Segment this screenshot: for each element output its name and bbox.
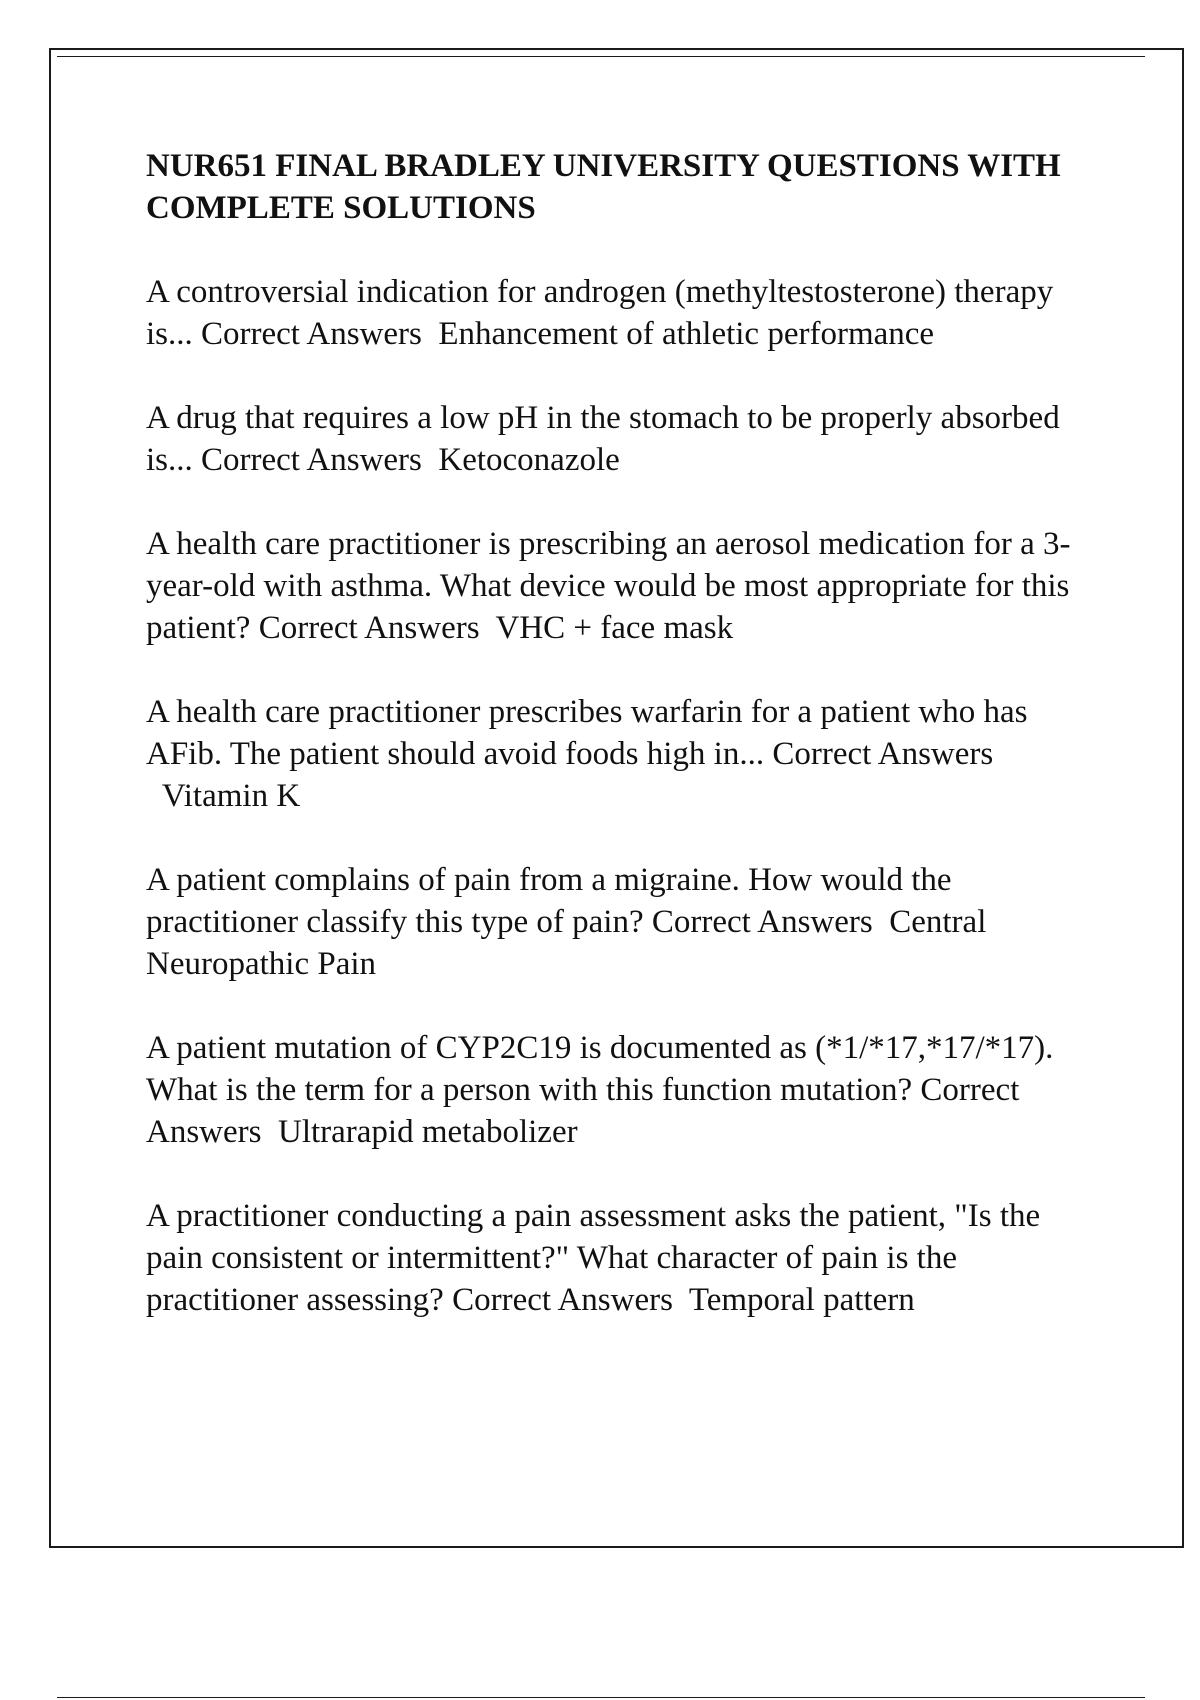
answer-text: Ketoconazole — [438, 442, 620, 478]
question-text: A drug that requires a low pH in the stomach to be properly absorbed is... — [146, 400, 1060, 478]
answer-text: Vitamin K — [161, 778, 301, 814]
answer-text: VHC + face mask — [495, 610, 734, 646]
qa-item — [146, 1027, 1101, 1153]
document-body — [146, 145, 1101, 1363]
answer-text: Ultrarapid metabolizer — [277, 1114, 578, 1150]
qa-item — [146, 397, 1101, 481]
header-rule — [57, 56, 1145, 57]
question-text: A patient complains of pain from a migraine. How would the practitioner classify this type of pain? — [146, 862, 952, 940]
question-text: A health care practitioner is prescribing an aerosol medication for a 3-year-old with asthma. What device would be most appropriate for this patient? — [146, 526, 1071, 646]
answer-label: Correct Answers — [452, 1282, 673, 1318]
question-text: A health care practitioner prescribes warfarin for a patient who has AFib. The patient should avoid foods high in... — [146, 694, 1028, 772]
answer-label: Correct Answers — [201, 316, 422, 352]
answer-label: Correct Answers — [201, 442, 422, 478]
question-text: A patient mutation of CYP2C19 is documented as (*1/*17,*17/*17). What is the term for a person with this function mutation? — [146, 1030, 1054, 1108]
qa-item — [146, 523, 1101, 649]
footer-rule — [57, 1697, 1145, 1698]
answer-label: Correct Answers — [258, 610, 480, 646]
qa-item — [146, 859, 1101, 985]
answer-text: Enhancement of athletic performance — [438, 316, 935, 352]
qa-item — [146, 691, 1101, 817]
answer-text: Central Neuropathic Pain — [146, 904, 987, 982]
document-title: NUR651 FINAL BRADLEY UNIVERSITY QUESTIONS WITH COMPLETE SOLUTIONS — [146, 148, 1061, 226]
qa-item — [146, 1195, 1101, 1321]
question-text: A practitioner conducting a pain assessment asks the patient, "Is the pain consistent or intermittent?" What character of pain is the practitioner assessing? — [146, 1198, 1041, 1318]
answer-label: Correct Answers — [772, 736, 994, 772]
answer-label: Correct Answers — [146, 1072, 1020, 1150]
question-text: A controversial indication for androgen (methyltestosterone) therapy is... — [146, 274, 1054, 352]
qa-item — [146, 271, 1101, 355]
answer-label: Correct Answers — [651, 904, 873, 940]
answer-text: Temporal pattern — [688, 1282, 915, 1318]
